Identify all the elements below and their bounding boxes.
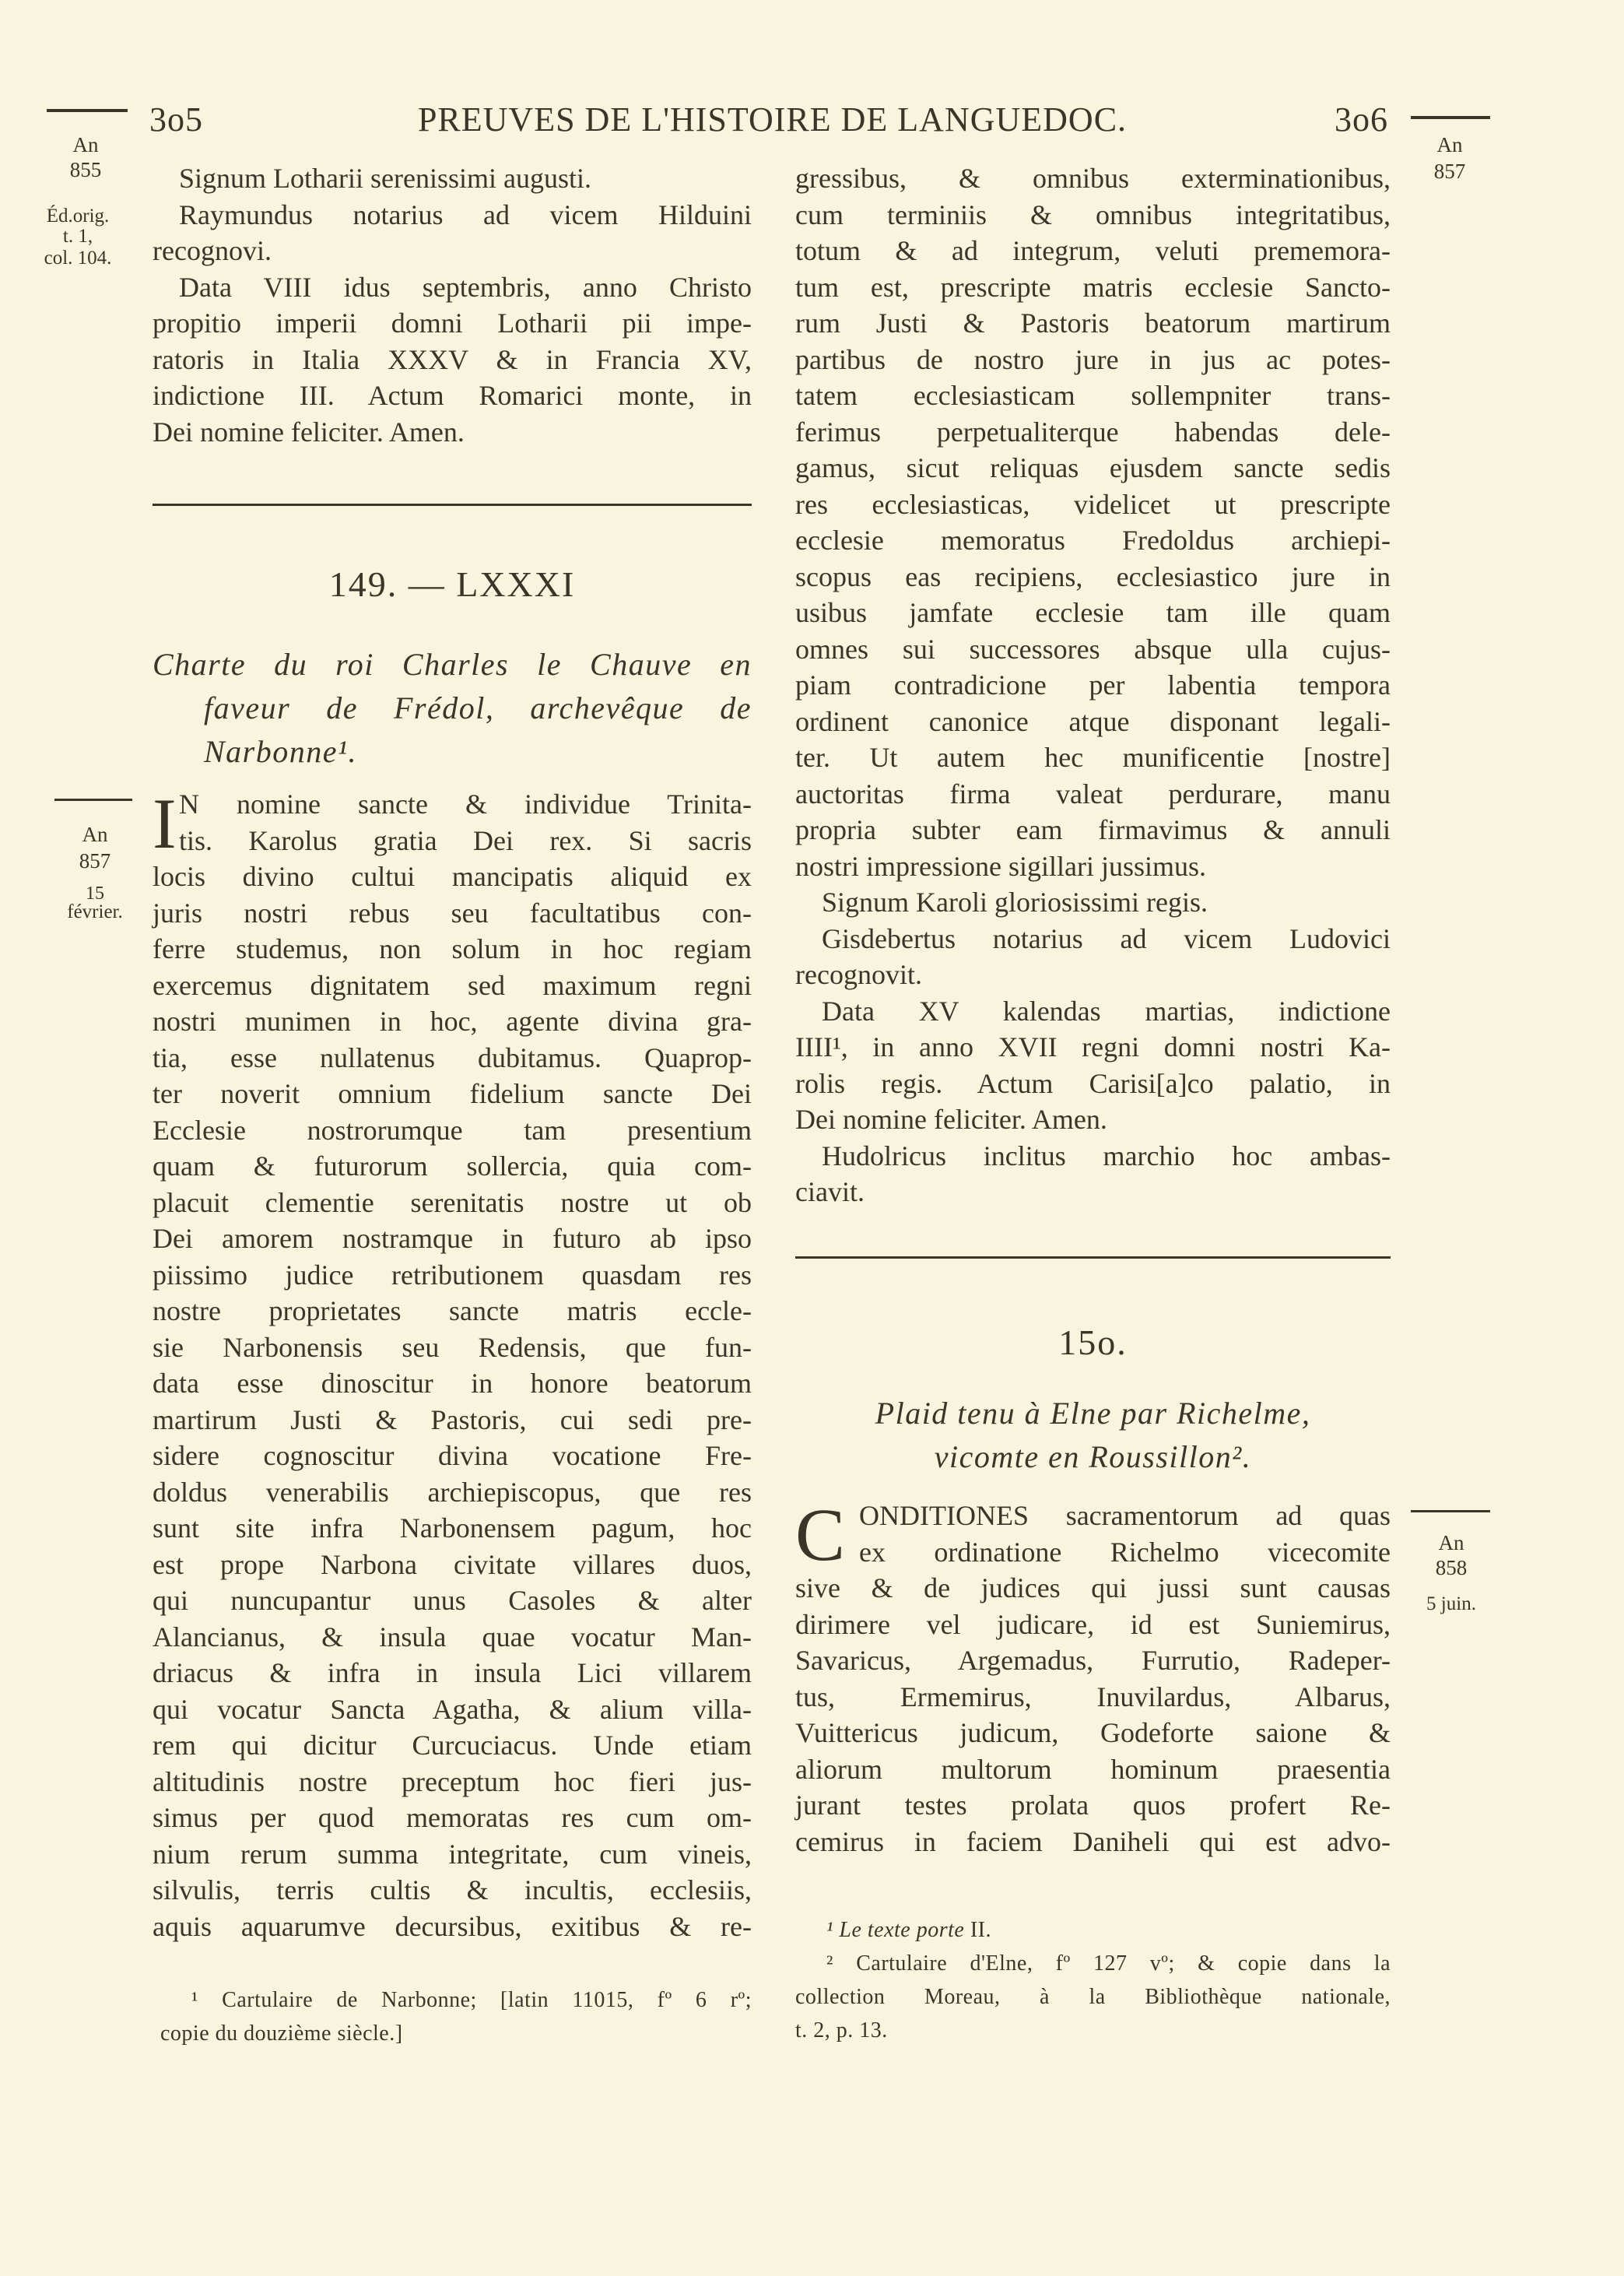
- margin-year: 855: [69, 158, 102, 181]
- text-line: Gisdebertus notarius ad vicem Ludovici: [822, 922, 1391, 954]
- paragraph: [153, 786, 752, 1944]
- text-line: rum Justi & Pastoris beatorum martirum: [795, 307, 1391, 339]
- text-line: locis divino cultui mancipatis aliquid ex: [153, 861, 752, 892]
- title-line: Narbonne¹.: [204, 734, 357, 769]
- margin-year-label: An: [72, 133, 99, 156]
- text-line: data esse dinoscitur in honore beatorum: [153, 1368, 752, 1399]
- margin-year-label: An: [1436, 133, 1463, 156]
- margin-rule: [1411, 1510, 1490, 1512]
- text-line: aliorum multorum hominum praesentia: [795, 1753, 1391, 1785]
- footnotes-left: [160, 1983, 752, 2050]
- footnotes-right: [795, 1913, 1391, 2047]
- margin-year: 857: [79, 849, 111, 873]
- paragraph: [795, 1138, 1391, 1210]
- text-line: N nomine sancte & individue Trinita-: [179, 789, 752, 820]
- text-line: tis. Karolus gratia Dei rex. Si sacris: [179, 824, 752, 856]
- right-column-body-text: [795, 1493, 1391, 1860]
- text-line: Ecclesie nostrorumque tam presentium: [153, 1114, 752, 1146]
- text-line: quam & futurorum sollercia, quia com-: [153, 1150, 752, 1182]
- text-line: tatem ecclesiasticam sollempniter trans-: [795, 380, 1391, 411]
- margin-date: 5 juin.: [1426, 1593, 1476, 1614]
- paragraph: [795, 160, 1391, 884]
- title-line: Plaid tenu à Elne par Richelme,: [875, 1396, 1311, 1431]
- text-line: nium rerum summa integritate, cum vineis,: [153, 1838, 752, 1870]
- text-line: doldus venerabilis archiepiscopus, que res: [153, 1476, 752, 1508]
- text-line: recognovi.: [153, 235, 272, 266]
- text-line: Signum Karoli gloriosissimi regis.: [822, 887, 1208, 918]
- text-line: copie du douzième siècle.]: [160, 2021, 403, 2046]
- text-line: jurant testes prolata quos profert Re-: [795, 1790, 1391, 1821]
- paragraph: [795, 1913, 1391, 1947]
- margin-edition-column: col. 104.: [44, 248, 112, 269]
- text-line: piissimo judice retributionem quasdam res: [153, 1259, 752, 1291]
- text-line: recognovit.: [795, 959, 922, 990]
- text-line: nostri munimen in hoc, agente divina gra-: [153, 1006, 752, 1037]
- text-line: t. 2, p. 13.: [795, 2018, 888, 2042]
- text-line: placuit clementie serenitatis nostre ut ob: [153, 1186, 752, 1218]
- text-line: martirum Justi & Pastoris, cui sedi pre-: [153, 1403, 752, 1435]
- text-line: nostre proprietates sancte matris eccle-: [153, 1295, 752, 1326]
- text-line: sunt site infra Narbonensem pagum, hoc: [153, 1512, 752, 1544]
- text-line: qui nuncupantur unus Casoles & alter: [153, 1585, 752, 1616]
- text-line: gamus, sicut reliquas ejusdem sancte sedis: [795, 452, 1391, 483]
- text-line: gressibus, & omnibus exterminationibus,: [795, 163, 1391, 194]
- margin-year: 858: [1435, 1556, 1468, 1579]
- text-line: ratoris in Italia XXXV & in Francia XV,: [153, 343, 752, 375]
- text-line: dirimere vel judicare, id est Suniemirus,: [795, 1608, 1391, 1640]
- text-line: cum terminiis & omnibus integritatibus,: [795, 198, 1391, 230]
- left-column-body-text: [153, 786, 752, 1944]
- margin-day: 15: [86, 883, 104, 904]
- text-line: ordinent canonice atque disponant legali-: [795, 705, 1391, 737]
- margin-year: 857: [1433, 160, 1466, 183]
- text-line: simus per quod memoratas res cum om-: [153, 1802, 752, 1833]
- text-line: qui vocatur Sancta Agatha, & alium villa-: [153, 1693, 752, 1725]
- margin-year-label: An: [1438, 1531, 1464, 1554]
- paragraph: [795, 884, 1391, 921]
- text-line: ONDITIONES sacramentorum ad quas: [859, 1500, 1391, 1531]
- text-line: propria subter eam firmavimus & annuli: [795, 814, 1391, 845]
- text-line: tia, esse nullatenus dubitamus. Quaprop-: [153, 1041, 752, 1073]
- text-line: juris nostri rebus seu facultatibus con-: [153, 897, 752, 929]
- text-line: ecclesie memoratus Fredoldus archiepi-: [795, 525, 1391, 556]
- paragraph: [153, 269, 752, 451]
- text-line: Dei nomine feliciter. Amen.: [795, 1104, 1107, 1135]
- text-line: Hudolricus inclitus marchio hoc ambas-: [822, 1140, 1391, 1171]
- document-number: 15o.: [1058, 1322, 1128, 1362]
- text-line: ex ordinatione Richelmo vicecomite: [859, 1536, 1391, 1568]
- text-line: cemirus in faciem Daniheli qui est advo-: [795, 1825, 1391, 1857]
- text-line: silvulis, terris cultis & incultis, ecclesiis,: [153, 1874, 752, 1905]
- text-line: usibus jamfate ecclesie tam ille quam: [795, 597, 1391, 628]
- margin-rule: [47, 109, 128, 112]
- text-line: Dei nomine feliciter. Amen.: [153, 416, 465, 448]
- text-line: Signum Lotharii serenissimi augusti.: [179, 163, 591, 194]
- text-line: est prope Narbona civitate villares duos,: [153, 1548, 752, 1580]
- left-column-top-text: [153, 160, 752, 450]
- right-column-top-text: [795, 160, 1391, 1210]
- text-line: ¹ Le texte porte II.: [826, 1918, 991, 1942]
- text-line: rem qui dicitur Curcuciacus. Unde etiam: [153, 1730, 752, 1761]
- text-line: Data XV kalendas martias, indictione: [822, 995, 1391, 1027]
- paragraph: [795, 993, 1391, 1138]
- text-line: nostri impressione sigillari jussimus.: [795, 850, 1206, 882]
- title-line: Charte du roi Charles le Chauve en: [153, 647, 752, 682]
- text-line: ² Cartulaire d'Elne, fº 127 vº; & copie dans la: [826, 1951, 1391, 1976]
- page-number-left: 3o5: [149, 100, 203, 139]
- text-line: exercemus dignitatem sed maximum regni: [153, 969, 752, 1001]
- text-line: totum & ad integrum, veluti prememora-: [795, 235, 1391, 266]
- text-line: aquis aquarumve decursibus, exitibus & re-: [153, 1910, 752, 1942]
- text-line: ter. Ut autem hec munificentie [nostre]: [795, 742, 1391, 773]
- margin-edition-ref: Éd.orig.: [46, 205, 110, 227]
- text-line: auctoritas firma valeat perdurare, manu: [795, 778, 1391, 810]
- document-title: [153, 643, 752, 774]
- running-title: PREUVES DE L'HISTOIRE DE LANGUEDOC.: [417, 100, 1128, 139]
- document-number: 149. — LXXXI: [328, 564, 576, 604]
- text-line: Raymundus notarius ad vicem Hilduini: [179, 198, 752, 230]
- text-line: ¹ Cartulaire de Narbonne; [latin 11015, fº 6 rº;: [191, 1988, 752, 2012]
- text-line: res ecclesiasticas, videlicet ut prescripte: [795, 488, 1391, 520]
- drop-cap: I: [153, 784, 177, 863]
- text-line: sie Narbonensis seu Redensis, que fun-: [153, 1331, 752, 1363]
- margin-rule: [1411, 116, 1490, 119]
- section-rule: [153, 504, 752, 506]
- text-line: collection Moreau, à la Bibliothèque nationale,: [795, 1985, 1391, 2009]
- text-line: driacus & infra in insula Lici villarem: [153, 1657, 752, 1688]
- text-line: sidere cognoscitur divina vocatione Fre-: [153, 1440, 752, 1471]
- title-line: vicomte en Roussillon².: [934, 1439, 1252, 1474]
- text-line: indictione III. Actum Romarici monte, in: [153, 380, 752, 411]
- text-line: propitio imperii domni Lotharii pii impe-: [153, 307, 752, 339]
- text-line: ferimus perpetualiterque habendas dele-: [795, 416, 1391, 448]
- text-line: IIII¹, in anno XVII regni domni nostri Ka-: [795, 1031, 1391, 1062]
- text-line: Dei amorem nostramque in futuro ab ipso: [153, 1223, 752, 1254]
- margin-edition-volume: t. 1,: [62, 226, 93, 247]
- paragraph: [795, 921, 1391, 993]
- margin-rule: [54, 799, 132, 801]
- text-line: rolis regis. Actum Carisi[a]co palatio, in: [795, 1067, 1391, 1099]
- title-line: faveur de Frédol, archevêque de: [204, 690, 752, 725]
- text-line: tum est, prescripte matris ecclesie Sancto-: [795, 271, 1391, 303]
- text-line: Data VIII idus septembris, anno Christo: [179, 271, 752, 303]
- page-number-right: 3o6: [1335, 100, 1388, 139]
- text-line: ferre studemus, non solum in hoc regiam: [153, 933, 752, 964]
- text-line: ciavit.: [795, 1176, 865, 1207]
- margin-month: février.: [67, 901, 123, 922]
- text-line: tus, Ermemirus, Inuvilardus, Albarus,: [795, 1681, 1391, 1712]
- paragraph: [795, 1947, 1391, 2047]
- text-line: Alancianus, & insula quae vocatur Man-: [153, 1621, 752, 1653]
- text-line: Savaricus, Argemadus, Furrutio, Radeper-: [795, 1645, 1391, 1676]
- margin-year-label: An: [82, 823, 108, 846]
- section-rule: [795, 1256, 1391, 1259]
- document-title: [795, 1392, 1391, 1479]
- paragraph: [160, 1983, 752, 2050]
- text-line: sive & de judices qui jussi sunt causas: [795, 1572, 1391, 1603]
- paragraph: [795, 1493, 1391, 1860]
- paragraph: [153, 197, 752, 269]
- drop-cap: C: [795, 1493, 846, 1576]
- text-line: ter noverit omnium fidelium sancte Dei: [153, 1078, 752, 1109]
- text-line: scopus eas recipiens, ecclesiastico jure in: [795, 560, 1391, 592]
- text-line: altitudinis nostre preceptum hoc fieri jus-: [153, 1765, 752, 1797]
- text-line: partibus de nostro jure in jus ac potes-: [795, 343, 1391, 375]
- text-line: piam contradicione per labentia tempora: [795, 669, 1391, 701]
- text-line: Vuittericus judicum, Godeforte saione &: [795, 1717, 1391, 1748]
- text-line: omnes sui successores absque ulla cujus-: [795, 633, 1391, 665]
- paragraph: [153, 160, 752, 197]
